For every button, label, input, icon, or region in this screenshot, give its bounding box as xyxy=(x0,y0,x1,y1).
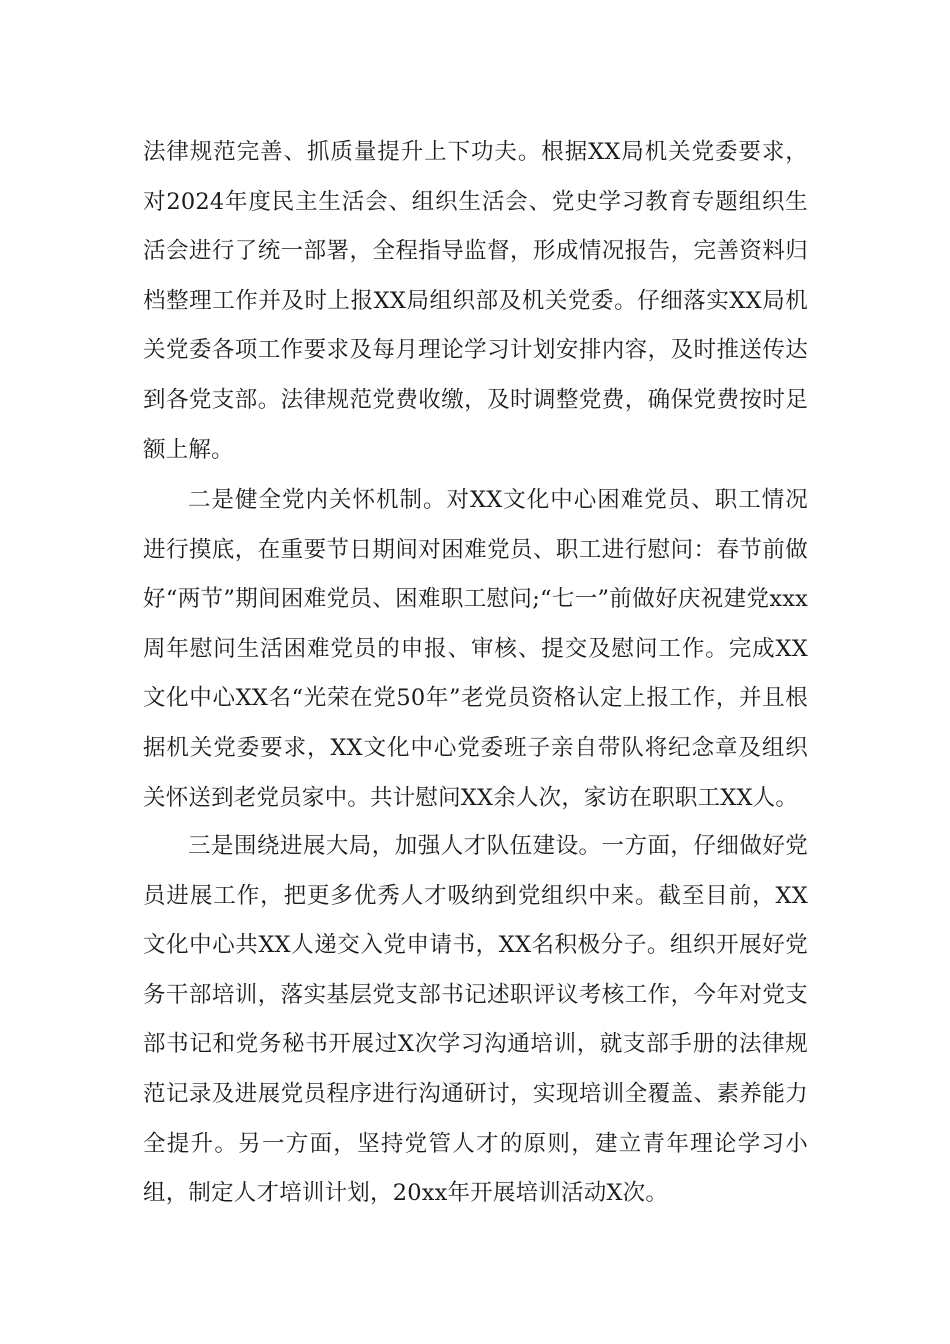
paragraph-text: 三是围绕进展大局，加强人才队伍建设。一方面，仔细做好党员进展工作，把更多优秀人才吸纳到党组织中来。截至目前，XX文化中心共XX人递交入党申请书，XX名积极分子。组织开展好党务干部培训，落实基层党支部书记述职评议考核工作，今年对党支部书记和党务秘书开展过X次学习沟通培训，就支部手册的法律规范记录及进展党员程序进行沟通研讨，实现培训全覆盖、素养能力全提升。另一方面，坚持党管人才的原则，建立青年理论学习小组，制定人才培训计划，20xx年开展培训活动X次。 xyxy=(143,833,808,1207)
paragraph-text: 法律规范完善、抓质量提升上下功夫。根据XX局机关党委要求，对2024年度民主生活会、组织生活会、党史学习教育专题组织生活会进行了统一部署，全程指导监督，形成情况报告，完善资料归档整理工作并及时上报XX局组织部及机关党委。仔细落实XX局机关党委各项工作要求及每月理论学习计划安排内容，及时推送传达到各党支部。法律规范党费收缴，及时调整党费，确保党费按时足额上解。 xyxy=(143,139,808,463)
paragraph-party-building-standards xyxy=(143,128,808,475)
paragraph-talent-building xyxy=(143,822,808,1219)
paragraph-care-mechanism xyxy=(143,476,808,823)
paragraph-text: 二是健全党内关怀机制。对XX文化中心困难党员、职工情况进行摸底，在重要节日期间对困难党员、职工进行慰问：春节前做好“两节”期间困难党员、困难职工慰问;“七一”前做好庆祝建党xxx周年慰问生活困难党员的申报、审核、提交及慰问工作。完成XX文化中心XX名“光荣在党50年”老党员资格认定上报工作，并且根据机关党委要求，XX文化中心党委班子亲自带队将纪念章及组织关怀送到老党员家中。共计慰问XX余人次，家访在职职工XX人。 xyxy=(143,487,808,811)
